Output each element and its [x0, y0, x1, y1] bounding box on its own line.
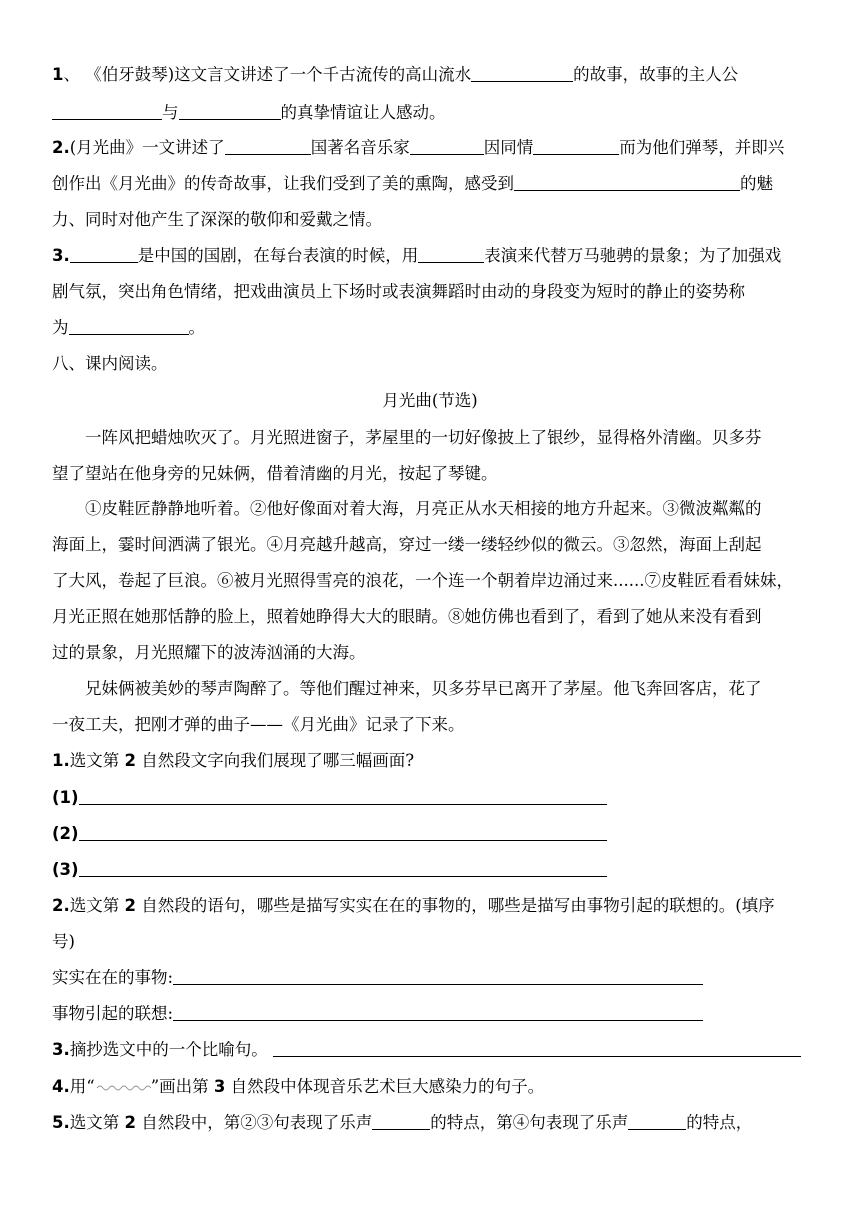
answer-label: (3) [52, 860, 79, 879]
reading-q5 [52, 1111, 808, 1135]
separator: 、 [63, 65, 80, 84]
answer-blank[interactable] [514, 174, 740, 191]
question-text: 《伯牙鼓琴)这文言文讲述了一个千古流传的高山流水 [85, 65, 472, 84]
question-text: 与 [162, 103, 179, 122]
wavy-underline-icon [95, 1083, 151, 1093]
reading-q3 [52, 1038, 808, 1062]
question-text: 的特点，第④句表现了乐声 [430, 1113, 629, 1132]
question-text: 自然段文字向我们展现了哪三幅画面? [141, 751, 415, 770]
question-text: 的故事，故事的主人公 [573, 65, 739, 84]
reading-q1-answer-1 [52, 786, 808, 810]
reading-q2-assoc [52, 1002, 808, 1026]
fill-in-q2-line2 [52, 172, 808, 196]
reading-q2-real [52, 966, 808, 990]
answer-blank[interactable] [70, 246, 138, 263]
reading-q1 [52, 749, 808, 773]
question-text: 的真挚情谊让人感动。 [280, 103, 446, 122]
reading-q4 [52, 1075, 808, 1099]
question-text: 是中国的国剧，在每台表演的时候，用 [137, 246, 419, 265]
passage-p2-line4: 月光正照在她那恬静的脸上，照着她睁得大大的眼睛。⑧她仿佛也看到了，看到了她从来没有看到 [52, 607, 762, 626]
reading-q1-answer-3 [52, 858, 808, 882]
question-text: 选文第 [69, 1113, 120, 1132]
answer-blank[interactable] [418, 246, 484, 263]
passage-p1-line1: 一阵风把蜡烛吹灭了。月光照进窗子，茅屋里的一切好像披上了银纱，显得格外清幽。贝多芬 [85, 428, 762, 447]
reading-q2-line2 [52, 930, 808, 954]
answer-blank[interactable] [79, 788, 607, 805]
answer-blank[interactable] [628, 1113, 686, 1130]
question-text: 的特点， [686, 1113, 753, 1132]
answer-blank[interactable] [372, 1113, 430, 1130]
question-number: 2. [52, 138, 70, 157]
question-text: 表演来代替万马驰骋的景象；为了加强戏 [484, 246, 782, 265]
fill-in-q1-line2 [52, 101, 808, 125]
question-text: (月光曲》一文讲述了 [69, 138, 225, 157]
passage-p1-line2: 望了望站在他身旁的兄妹俩，借着清幽的月光，按起了琴键。 [52, 464, 498, 483]
question-text: 创作出《月光曲》的传奇故事，让我们受到了美的熏陶，感受到 [52, 174, 514, 193]
question-number: 1 [52, 65, 64, 84]
question-text: ”画出第 [150, 1077, 209, 1096]
passage-p2-line3: 了大风，卷起了巨浪。⑥被月光照得雪亮的浪花，一个连一个朝着岸边涌过来......⑦皮鞋匠看看妹妹， [52, 571, 793, 590]
answer-blank[interactable] [52, 103, 162, 120]
question-number: 3. [52, 1040, 70, 1059]
question-text: 自然段中，第②③句表现了乐声 [141, 1113, 373, 1132]
paragraph-number: 2 [124, 751, 136, 770]
answer-label: 事物引起的联想: [52, 1004, 174, 1023]
fill-in-q1-line1 [52, 63, 808, 87]
answer-label: (1) [52, 788, 79, 807]
question-text: 选文第 [69, 751, 120, 770]
paragraph-number: 3 [213, 1077, 226, 1096]
question-number: 4. [52, 1077, 70, 1096]
fill-in-q3-line2 [52, 280, 808, 304]
question-text: 选文第 [69, 896, 120, 915]
passage-p2-line2: 海面上，霎时间洒满了银光。④月亮越升越高，穿过一缕一缕轻纱似的微云。③忽然，海面上刮起 [52, 535, 762, 554]
answer-blank[interactable] [410, 138, 484, 155]
answer-blank[interactable] [471, 65, 573, 82]
passage-p2-line5: 过的景象，月光照耀下的波涛汹涌的大海。 [52, 643, 366, 662]
answer-blank[interactable] [173, 1004, 703, 1021]
question-text: 因同情 [483, 138, 534, 157]
question-text: 为 [52, 318, 69, 337]
question-text: 号) [52, 932, 75, 951]
answer-blank[interactable] [79, 824, 607, 841]
answer-blank[interactable] [533, 138, 619, 155]
question-text: 的魅 [740, 174, 773, 193]
fill-in-q3-line3 [52, 316, 808, 340]
fill-in-q3-line1 [52, 244, 808, 268]
answer-label: (2) [52, 824, 79, 843]
question-text: 剧气氛，突出角色情绪，把戏曲演员上下场时或表演舞蹈时由动的身段变为短时的静止的姿势称 [52, 282, 745, 301]
fill-in-q2-line3 [52, 208, 808, 232]
answer-blank[interactable] [79, 860, 607, 877]
question-text: 而为他们弹琴，并即兴 [619, 138, 785, 157]
question-text: 国著名音乐家 [310, 138, 410, 157]
question-text: 摘抄选文中的一个比喻句。 [69, 1040, 268, 1059]
question-number: 3. [52, 246, 70, 265]
passage-p2-line1: ①皮鞋匠静静地听着。②他好像面对着大海，月亮正从水天相接的地方升起来。③微波粼粼的 [85, 499, 762, 518]
passage-title: 月光曲(节选) [382, 391, 478, 410]
question-text: 用“ [69, 1077, 95, 1096]
answer-blank[interactable] [69, 318, 189, 335]
question-number: 1. [52, 751, 70, 770]
question-text: 自然段中体现音乐艺术巨大感染力的句子。 [230, 1077, 545, 1096]
passage-p3-line2: 一夜工夫，把刚才弹的曲子——《月光曲》记录了下来。 [52, 715, 465, 734]
question-text: 。 [188, 318, 205, 337]
question-number: 2. [52, 896, 70, 915]
section-heading: 八、课内阅读。 [52, 354, 168, 373]
question-text: 自然段的语句，哪些是描写实实在在的事物的，哪些是描写由事物引起的联想的。(填序 [141, 896, 775, 915]
question-number: 5. [52, 1113, 70, 1132]
reading-q1-answer-2 [52, 822, 808, 846]
reading-q2-line1 [52, 894, 808, 918]
answer-blank[interactable] [173, 968, 703, 985]
passage-p3-line1: 兄妹俩被美妙的琴声陶醉了。等他们醒过神来，贝多芬早已离开了茅屋。他飞奔回客店，花了 [85, 679, 762, 698]
fill-in-q2-line1 [52, 136, 808, 160]
answer-blank[interactable] [225, 138, 311, 155]
answer-blank[interactable] [179, 103, 281, 120]
answer-label: 实实在在的事物: [52, 968, 174, 987]
paragraph-number: 2 [124, 1113, 136, 1132]
answer-blank[interactable] [273, 1040, 801, 1057]
question-text: 力、同时对他产生了深深的敬仰和爱戴之情。 [52, 210, 382, 229]
paragraph-number: 2 [124, 896, 136, 915]
